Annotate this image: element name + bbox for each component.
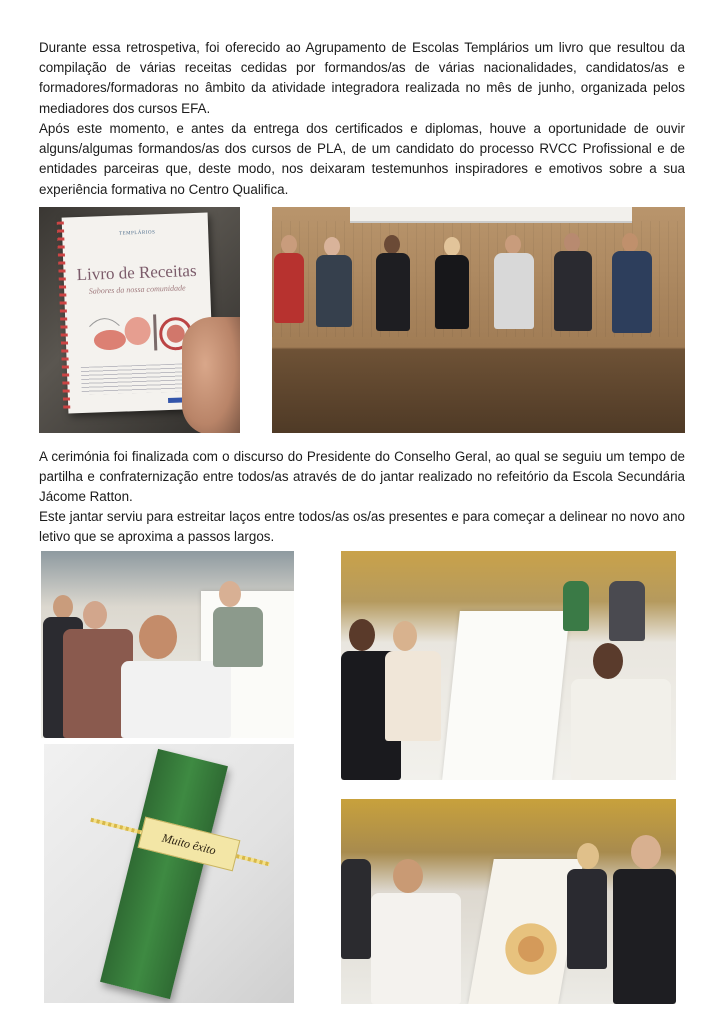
photo-napkin-tag: [44, 744, 294, 1003]
paragraph-testimonials: Após este momento, e antes da entrega dos certificados e diplomas, houve a oportunidade de ouvir alguns/algumas formandos/as dos cursos de PLA, de um candidato do processo RVCC Profissional e de entidades parceiras que, deste modo, nos deixaram testemunhos inspiradores e emotivos sobre a sua experiência formativa no Centro Qualifica.: [39, 121, 685, 197]
panelist-3: [376, 253, 410, 331]
panelist-1: [274, 253, 304, 323]
photo-dinner-guests: [41, 551, 294, 738]
book-spiral: [57, 222, 71, 410]
paragraph-intro-book: Durante essa retrospetiva, foi oferecido ao Agrupamento de Escolas Templários um livro que resultou da compilação de várias receitas cedidas por formandos/as de várias nacionalidades, candidatos/as e formadores/formadoras no âmbito da atividade integradora realizada no mês de junho, organizada pelos mediadores dos cursos EFA.: [39, 40, 685, 116]
book-title: Livro de Receitas: [76, 260, 197, 285]
paragraph-ceremony-end: A cerimónia foi finalizada com o discurso do Presidente do Conselho Geral, ao qual se seguiu um tempo de partilha e confraternização entre todos/as através de do jantar realizado no refeitório da Escola Secundária Jácome Ratton.: [39, 449, 685, 505]
paragraph-dinner: Este jantar serviu para estreitar laços entre todos/as os/as presentes e para começar a delinear no novo ano letivo que se aproxima a passos largos.: [39, 509, 685, 545]
book-subtitle: Sabores da nossa comunidade: [88, 283, 186, 296]
panelist-4: [435, 255, 469, 329]
photo-dinner-long-table: [341, 551, 676, 780]
school-logo: TEMPLÁRIOS: [118, 230, 156, 237]
napkin-tag: Muito êxito: [138, 817, 241, 872]
panelist-6: [554, 251, 592, 331]
panelist-2: [316, 255, 352, 327]
panelist-7: [612, 251, 652, 333]
projection-screen: [350, 207, 632, 223]
guest-in-uniform: [121, 661, 231, 738]
photo-dinner-buffet: [341, 799, 676, 1004]
photo-recipe-book: [39, 207, 240, 433]
green-napkin: [100, 749, 228, 999]
hand: [182, 317, 240, 433]
photo-panel-stage: [272, 207, 685, 433]
panelist-5: [494, 253, 534, 329]
